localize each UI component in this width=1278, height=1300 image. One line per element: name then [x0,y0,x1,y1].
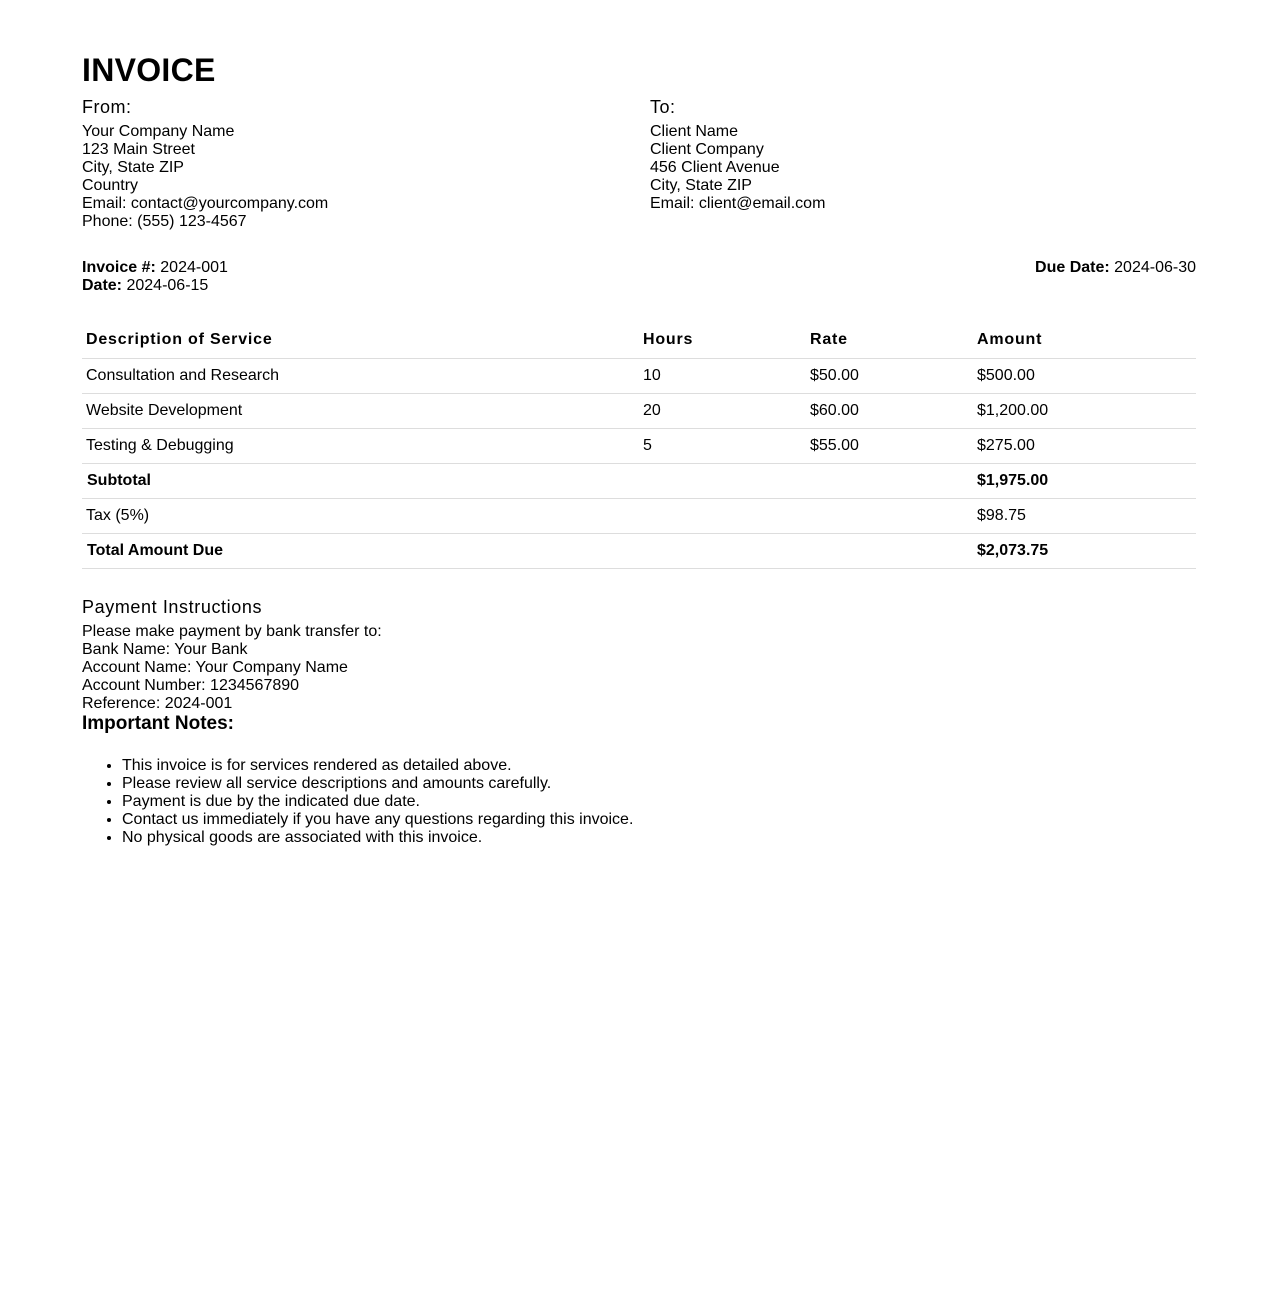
total-row [82,534,1196,569]
payment-heading: Payment Instructions [82,597,263,617]
due-date-value: 2024-06-30 [1114,259,1196,276]
from-line: 123 Main Street [82,141,195,158]
cell-amount: $1,200.00 [973,394,1196,429]
list-item: • This invoice is for services rendered as detailed above. [122,757,633,775]
notes-list [82,757,633,847]
cell-hours: 10 [639,359,806,394]
to-line: Client Company [650,141,764,158]
cell-rate: $55.00 [806,429,973,464]
tax-label: Tax (5%) [82,499,973,534]
to-line: City, State ZIP [650,177,752,194]
due-date [1035,259,1196,277]
payment-line: Bank Name: Your Bank [82,641,248,658]
payment-line: Account Name: Your Company Name [82,659,348,676]
invoice-number-value: 2024-001 [160,259,228,276]
cell-rate: $60.00 [806,394,973,429]
from-email: Email: contact@yourcompany.com [82,195,329,212]
payment-line: Reference: 2024-001 [82,695,233,712]
payment-details [82,623,633,713]
invoice-number [82,259,228,277]
table-row [82,394,1196,429]
table-header-row [82,323,1196,359]
cell-rate: $50.00 [806,359,973,394]
tax-value: $98.75 [973,499,1196,534]
to-heading: To: [650,97,676,117]
from-heading: From: [82,97,132,117]
to-line: 456 Client Avenue [650,159,780,176]
subtotal-value: $1,975.00 [973,464,1196,499]
to-address [650,123,1150,213]
cell-description: Website Development [82,394,639,429]
header-hours: Hours [639,323,806,359]
table-row [82,359,1196,394]
line-items-table [82,323,1196,569]
invoice-title: INVOICE [82,52,216,88]
list-item: • Contact us immediately if you have any questions regarding this invoice. [122,811,633,829]
list-item: • Payment is due by the indicated due date. [122,793,633,811]
cell-description: Testing & Debugging [82,429,639,464]
from-phone: Phone: (555) 123-4567 [82,213,247,230]
cell-amount: $275.00 [973,429,1196,464]
invoice-date-label: Date: [82,277,123,294]
header-rate: Rate [806,323,973,359]
payment-line: Please make payment by bank transfer to: [82,623,382,640]
cell-hours: 5 [639,429,806,464]
total-value: $2,073.75 [973,534,1196,569]
invoice-date-value: 2024-06-15 [126,277,209,294]
payment-line: Account Number: 1234567890 [82,677,300,694]
list-item: • No physical goods are associated with this invoice. [122,829,633,847]
notes-heading: Important Notes: [82,713,234,734]
list-item: • Please review all service descriptions and amounts carefully. [122,775,633,793]
from-address [82,123,582,231]
total-label: Total Amount Due [82,534,973,569]
invoice-number-label: Invoice #: [82,259,156,276]
invoice-meta [82,259,228,295]
payment-section [82,596,633,847]
header-amount: Amount [973,323,1196,359]
subtotal-row [82,464,1196,499]
cell-amount: $500.00 [973,359,1196,394]
to-section [650,96,1150,213]
cell-description: Consultation and Research [82,359,639,394]
from-line: Your Company Name [82,123,235,140]
due-date-label: Due Date: [1035,259,1110,276]
tax-row [82,499,1196,534]
header-description: Description of Service [82,323,639,359]
subtotal-label: Subtotal [82,464,973,499]
table-row [82,429,1196,464]
from-section [82,96,582,231]
to-email: Email: client@email.com [650,195,826,212]
invoice-date [82,277,228,295]
from-line: Country [82,177,139,194]
from-line: City, State ZIP [82,159,184,176]
cell-hours: 20 [639,394,806,429]
to-line: Client Name [650,123,739,140]
